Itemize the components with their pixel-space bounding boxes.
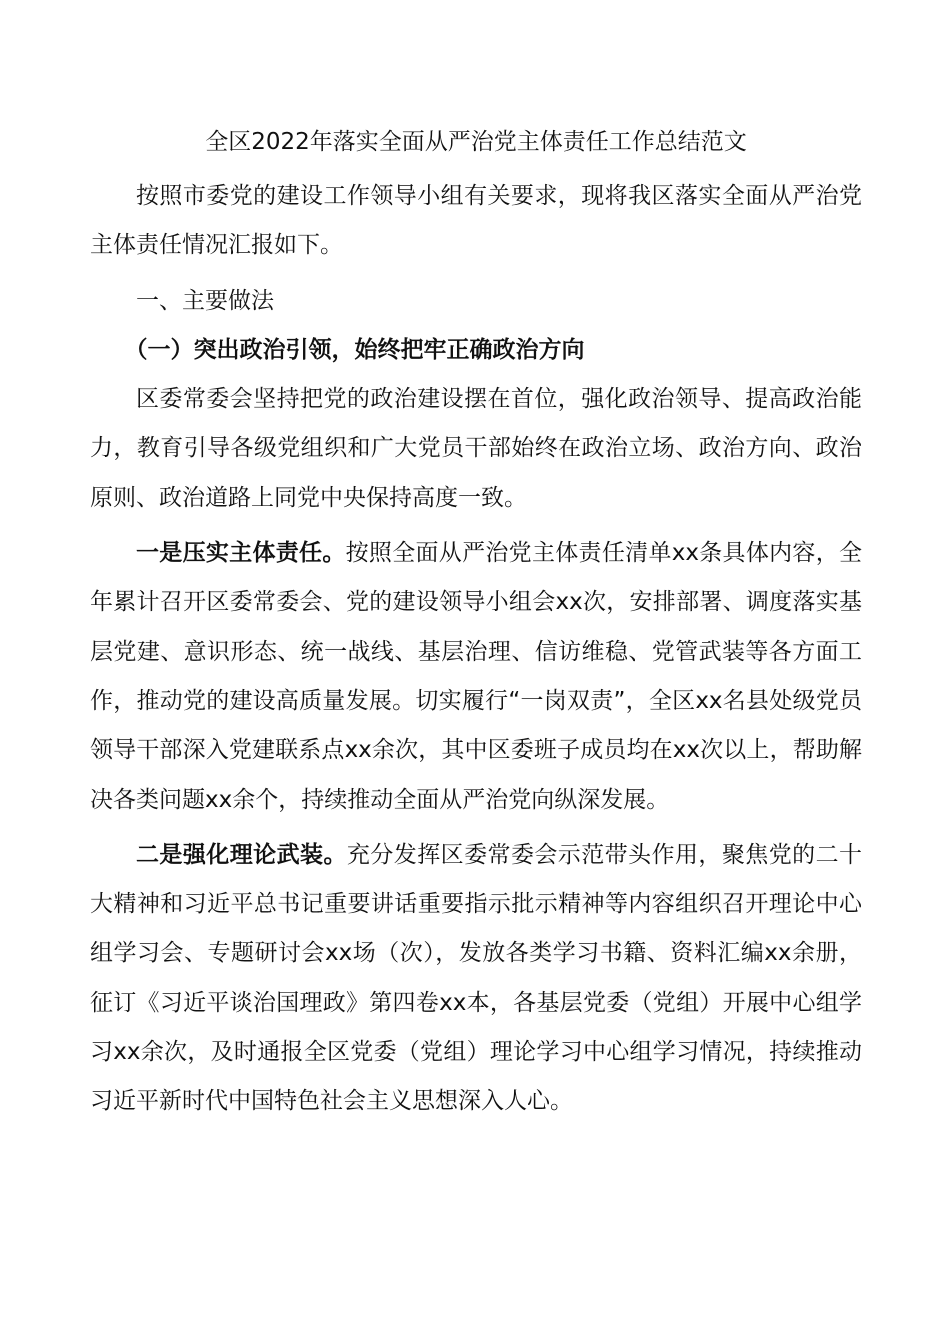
subsection-body-paragraph: 区委常委会坚持把党的政治建设摆在首位，强化政治领导、提高政治能力，教育引导各级党组织和广大党员干部始终在政治立场、政治方向、政治原则、政治道路上同党中央保持高度一致。	[90, 386, 862, 511]
point-body-2: 充分发挥区委常委会示范带头作用，聚焦党的二十大精神和习近平总书记重要讲话重要指示批示精神等内容组织召开理论中心组学习会、专题研讨会xx场（次），发放各类学习书籍、资料汇编xx余册，征订《习近平谈治国理政》第四卷xx本，各基层党委（党组）开展中心组学习xx余次，及时通报全区党委（党组）理论学习中心组学习情况，持续推动习近平新时代中国特色社会主义思想深入人心。	[90, 841, 863, 1115]
document-title: 全区2022年落实全面从严治党主体责任工作总结范文	[205, 129, 747, 155]
section-heading: 一、主要做法	[136, 287, 274, 314]
intro-paragraph: 按照市委党的建设工作领导小组有关要求，现将我区落实全面从严治党主体责任情况汇报如下。	[90, 183, 862, 259]
point-paragraph-2	[90, 831, 862, 1127]
point-body-1: 按照全面从严治党主体责任清单xx条具体内容，全年累计召开区委常委会、党的建设领导小组会xx次，安排部署、调度落实基层党建、意识形态、统一战线、基层治理、信访维稳、党管武装等各方面工作，推动党的建设高质量发展。切实履行“一岗双责”，全区xx名县处级党员领导干部深入党建联系点xx余次，其中区委班子成员均在xx次以上，帮助解决各类问题xx余个，持续推动全面从严治党向纵深发展。	[90, 540, 862, 813]
document-body	[90, 120, 862, 1127]
point-paragraph-1	[90, 529, 862, 825]
point-lead-2: 二是强化理论武装。	[136, 841, 347, 868]
subsection-heading: （一）突出政治引领，始终把牢正确政治方向	[124, 336, 585, 363]
point-lead-1: 一是压实主体责任。	[136, 540, 346, 567]
